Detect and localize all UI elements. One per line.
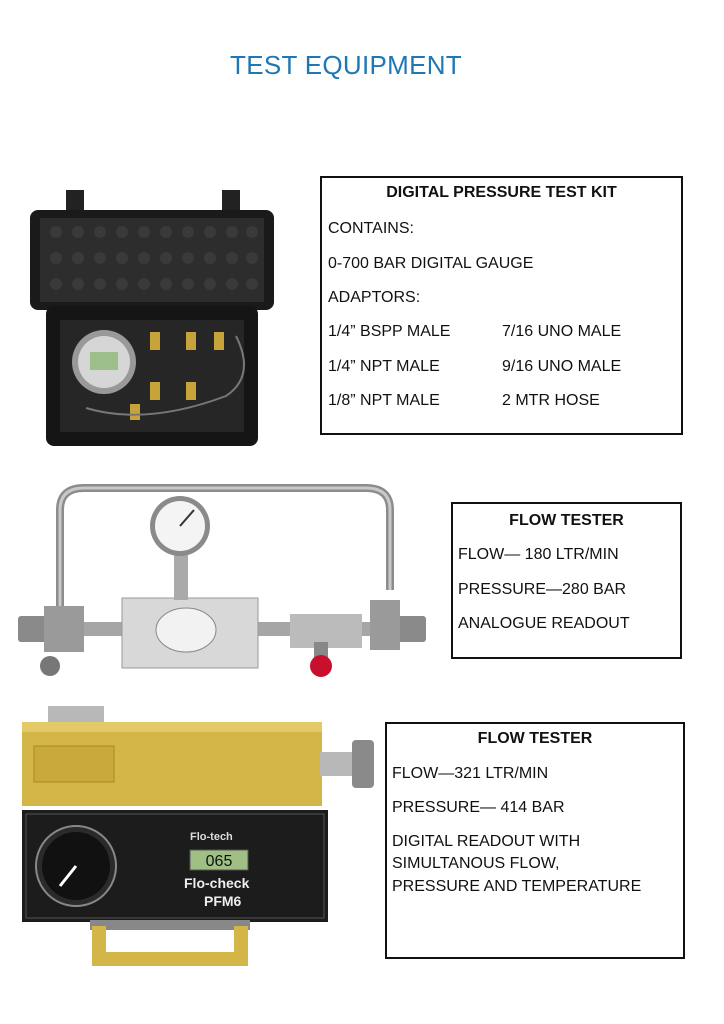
device-display-readout: 065 — [205, 853, 233, 870]
digital-flow-tester-photo — [20, 700, 380, 972]
flow-tester-1-flow: FLOW— 180 LTR/MIN — [458, 546, 619, 563]
flow-tester-2-flow: FLOW—321 LTR/MIN — [392, 765, 549, 782]
flow-tester-2-pressure: PRESSURE— 414 BAR — [392, 799, 565, 816]
kit-gauge: 0-700 BAR DIGITAL GAUGE — [328, 255, 534, 272]
test-kit-photo — [26, 186, 284, 452]
device-model-code: PFM6 — [204, 893, 242, 909]
device-model-name: Flo-check — [184, 875, 250, 891]
adaptor-item: 1/4” BSPP MALE — [328, 323, 451, 340]
adaptor-item: 1/4” NPT MALE — [328, 358, 440, 375]
kit-heading: DIGITAL PRESSURE TEST KIT — [386, 184, 617, 201]
adaptor-item: 7/16 UNO MALE — [502, 323, 622, 340]
kit-adaptors-label: ADAPTORS: — [328, 289, 421, 306]
flow-tester-1-pressure: PRESSURE—280 BAR — [458, 581, 627, 598]
adaptor-item: 9/16 UNO MALE — [502, 358, 622, 375]
flow-tester-1-heading: FLOW TESTER — [509, 512, 624, 529]
flow-tester-2-readout-line: PRESSURE AND TEMPERATURE — [392, 878, 642, 895]
flow-tester-box-1 — [451, 502, 682, 659]
digital-pressure-test-kit-box — [320, 176, 683, 435]
flow-tester-2-heading: FLOW TESTER — [477, 730, 593, 747]
kit-contains-label: CONTAINS: — [328, 220, 414, 237]
page-title: TEST EQUIPMENT — [230, 50, 462, 80]
adaptor-item: 2 MTR HOSE — [502, 392, 600, 409]
flow-tester-2-readout-line: SIMULTANOUS FLOW, — [392, 855, 560, 872]
flow-tester-1-readout: ANALOGUE READOUT — [458, 615, 630, 632]
flow-tester-box-2 — [385, 722, 685, 959]
adaptor-item: 1/8” NPT MALE — [328, 392, 440, 409]
device-brand-label: Flo-tech — [190, 831, 233, 843]
analogue-flow-tester-photo — [14, 480, 434, 680]
flow-tester-2-readout-line: DIGITAL READOUT WITH — [392, 833, 581, 850]
